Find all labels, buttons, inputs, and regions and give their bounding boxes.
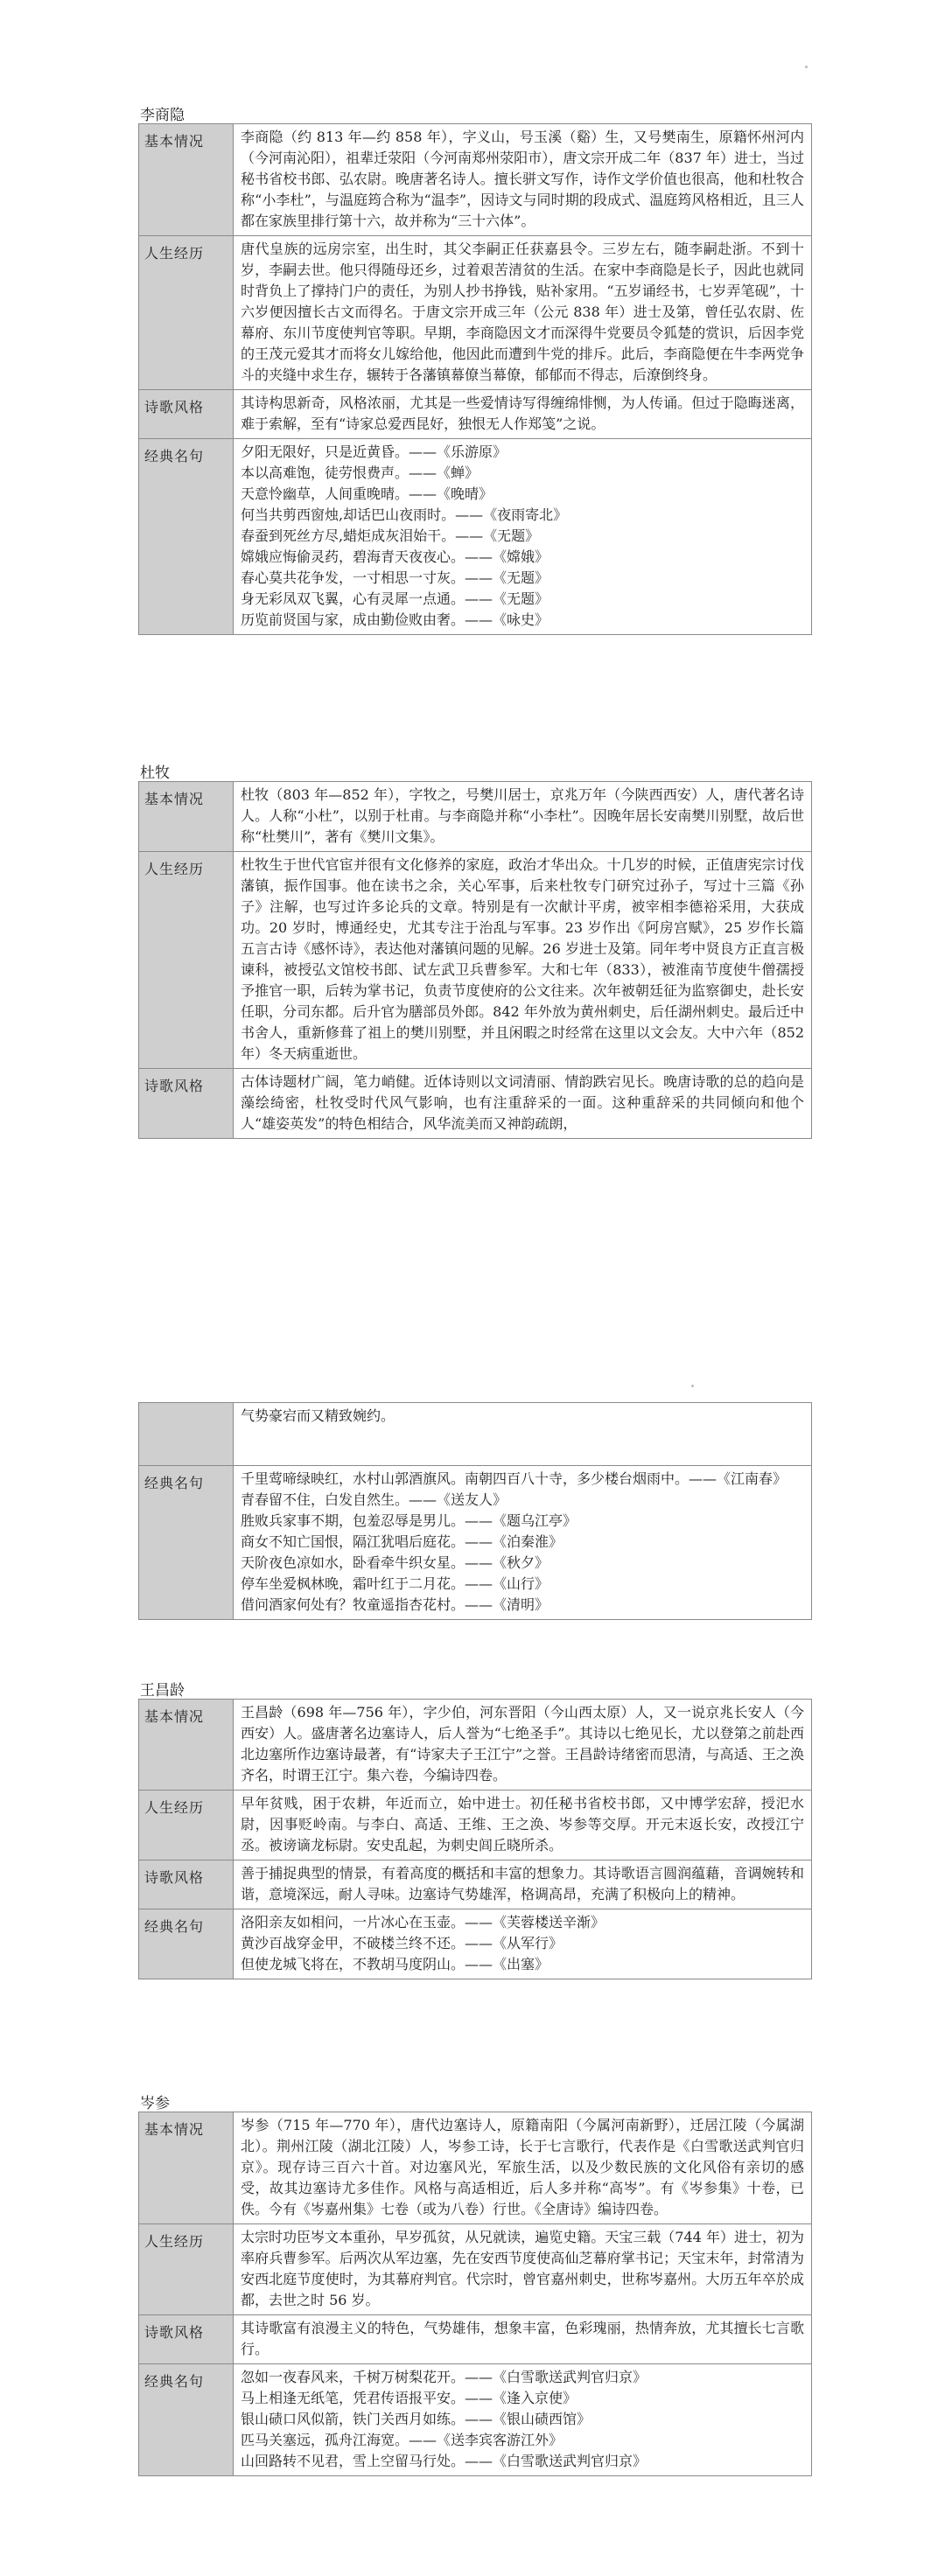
quote-line: 春蚕到死丝方尽,蜡炬成灰泪始干。——《无题》 — [241, 527, 540, 544]
quote-line: 马上相逢无纸笔，凭君传语报平安。——《逢入京使》 — [241, 2390, 578, 2406]
quote-line: 何当共剪西窗烛,却话巴山夜雨时。——《夜雨寄北》 — [241, 506, 568, 523]
table-row — [139, 1909, 812, 1979]
quote-line: 天意怜幽草，人间重晚晴。——《晚晴》 — [241, 485, 494, 502]
row-label-basic: 基本情况 — [139, 782, 234, 852]
row-label-life: 人生经历 — [139, 2224, 234, 2315]
quotes-cell — [234, 1466, 812, 1620]
quote-line: 匹马关塞远，孤舟江海宽。——《送李宾客游江外》 — [241, 2432, 564, 2448]
poetry-style-text: 古体诗题材广阔，笔力峭健。近体诗则以文词清丽、情韵跌宕见长。晚唐诗歌的总的趋向是藻绘绮密，杜牧受时代风气影响，也有注重辞采的一面。这种重辞采的共同倾向和他个人“雄姿英发”的特色相结合，风华流美而又神韵疏朗， — [234, 1069, 812, 1139]
quote-line: 天阶夜色凉如水，卧看牵牛织女星。——《秋夕》 — [241, 1554, 550, 1571]
row-label-basic: 基本情况 — [139, 2112, 234, 2224]
info-table-censhen — [138, 2112, 812, 2476]
basic-info-text: 岑参（715 年—770 年），唐代边塞诗人，原籍南阳（今属河南新野），迁居江陵（今属湖北）。荆州江陵（湖北江陵）人，岑参工诗，长于七言歌行，代表作是《白雪歌送武判官归京》。现存诗三百六十首。对边塞风光，军旅生活，以及少数民族的文化风俗有亲切的感受，故其边塞诗尤多佳作。风格与高适相近，后人多并称“高岑”。有《岑参集》十卷，已佚。今有《岑嘉州集》七卷（或为八卷）行世。《全唐诗》编诗四卷。 — [234, 2112, 812, 2224]
poetry-style-text-continued: 气势豪宕而又精致婉约。 — [234, 1403, 812, 1466]
row-label-quotes: 经典名句 — [139, 1466, 234, 1620]
table-row — [139, 1403, 812, 1466]
table-row — [139, 2315, 812, 2364]
quote-line: 春心莫共花争发，一寸相思一寸灰。——《无题》 — [241, 569, 550, 586]
table-row — [139, 2224, 812, 2315]
quotes-cell — [234, 2364, 812, 2476]
info-table-wangchangling — [138, 1699, 812, 1979]
row-label-quotes: 经典名句 — [139, 439, 234, 635]
quote-line: 身无彩凤双飞翼，心有灵犀一点通。——《无题》 — [241, 590, 550, 607]
quote-line: 青春留不住，白发自然生。——《送友人》 — [241, 1491, 508, 1508]
quote-line: 洛阳亲友如相问，一片冰心在玉壶。——《芙蓉楼送辛渐》 — [241, 1914, 606, 1930]
quote-line: 本以高难饱，徒劳恨费声。——《蝉》 — [241, 464, 480, 481]
poetry-style-text: 其诗构思新奇，风格浓丽，尤其是一些爱情诗写得缠绵悱恻，为人传诵。但过于隐晦迷离，难于索解，至有“诗家总爱西昆好，独恨无人作郑笺”之说。 — [234, 390, 812, 439]
section-title-lishangyin: 李商隐 — [140, 107, 185, 124]
life-experience-text: 早年贫贱，困于农耕，年近而立，始中进士。初任秘书省校书郎，又中博学宏辞，授汜水尉，因事贬岭南。与李白、高适、王维、王之涣、岑参等交厚。开元末返长安，改授江宁丞。被谤谪龙标尉。安史乱起，为刺史闾丘晓所杀。 — [234, 1791, 812, 1860]
page-mark — [691, 1385, 694, 1387]
info-table-dumu-continued — [138, 1402, 812, 1620]
document-page-2 — [0, 1260, 945, 2576]
row-label-style: 诗歌风格 — [139, 1069, 234, 1139]
section-title-dumu: 杜牧 — [140, 764, 170, 782]
quote-line: 银山碛口风似箭，铁门关西月如练。——《银山碛西馆》 — [241, 2411, 592, 2427]
quote-line: 胜败兵家事不期，包羞忍辱是男儿。——《题乌江亭》 — [241, 1512, 578, 1529]
row-label-style: 诗歌风格 — [139, 2315, 234, 2364]
quote-line: 千里莺啼绿映红，水村山郭酒旗风。南朝四百八十寺，多少楼台烟雨中。——《江南春》 — [241, 1470, 788, 1487]
poetry-style-text: 其诗歌富有浪漫主义的特色，气势雄伟，想象丰富，色彩瑰丽，热情奔放，尤其擅长七言歌行。 — [234, 2315, 812, 2364]
quote-line: 商女不知亡国恨，隔江犹唱后庭花。——《泊秦淮》 — [241, 1533, 564, 1550]
row-label-basic: 基本情况 — [139, 124, 234, 236]
quote-line: 借问酒家何处有？牧童遥指杏花村。——《清明》 — [241, 1596, 550, 1613]
row-label-basic: 基本情况 — [139, 1700, 234, 1791]
life-experience-text: 杜牧生于世代官宦并很有文化修养的家庭，政治才华出众。十几岁的时候，正值唐宪宗讨伐藩镇，振作国事。他在读书之余，关心军事，后来杜牧专门研究过孙子，写过十三篇《孙子》注解，也写过许多论兵的文章。特别是有一次献计平虏，被宰相李德裕采用，大获成功。20 岁时，博通经史，尤其专注于治乱与军事。23 岁作出《阿房宫赋》，25 岁作长篇五言古诗《感怀诗》，表达他对藩镇问题的见解。26 岁进士及第。同年考中贤良方正直言极谏科，被授弘文馆校书郎、试左武卫兵曹参军。大和七年（833），被淮南节度使牛僧孺授予推官一职，后转为掌书记，负责节度使府的公文往来。次年被朝廷征为监察御史，赴长安任职，分司东都。后升官为膳部员外郎。842 年外放为黄州刺史，后任湖州刺史。最后迁中书舍人，重新修葺了祖上的樊川别墅，并且闲暇之时经常在这里以文会友。大中六年（852 年）冬天病重逝世。 — [234, 852, 812, 1069]
section-title-wangchangling: 王昌龄 — [140, 1682, 185, 1700]
quote-line: 山回路转不见君，雪上空留马行处。——《白雪歌送武判官归京》 — [241, 2453, 648, 2469]
table-row — [139, 782, 812, 852]
info-table-lishangyin — [138, 123, 812, 635]
row-label-life: 人生经历 — [139, 1791, 234, 1860]
quote-line: 黄沙百战穿金甲，不破楼兰终不还。——《从军行》 — [241, 1935, 564, 1951]
quote-line: 停车坐爱枫林晚，霜叶红于二月花。——《山行》 — [241, 1575, 550, 1592]
info-table-dumu — [138, 781, 812, 1139]
row-label-life: 人生经历 — [139, 852, 234, 1069]
table-row — [139, 852, 812, 1069]
table-row — [139, 390, 812, 439]
quote-line: 嫦娥应悔偷灵药，碧海青天夜夜心。——《嫦娥》 — [241, 548, 550, 565]
row-label-empty — [139, 1403, 234, 1466]
life-experience-text: 太宗时功臣岑文本重孙，早岁孤贫，从兄就读，遍览史籍。天宝三载（744 年）进士，初为率府兵曹参军。后两次从军边塞，先在安西节度使高仙芝幕府掌书记；天宝末年，封常清为安西北庭节度使时，为其幕府判官。代宗时，曾官嘉州刺史，世称岑嘉州。大历五年卒於成都，去世之时 56 岁。 — [234, 2224, 812, 2315]
table-row — [139, 124, 812, 236]
page-mark — [805, 66, 808, 68]
table-row — [139, 1860, 812, 1909]
table-row — [139, 2364, 812, 2476]
table-row — [139, 236, 812, 390]
quote-line: 但使龙城飞将在，不教胡马度阴山。——《出塞》 — [241, 1956, 550, 1972]
quotes-cell — [234, 1909, 812, 1979]
row-label-quotes: 经典名句 — [139, 1909, 234, 1979]
table-row — [139, 1466, 812, 1620]
row-label-life: 人生经历 — [139, 236, 234, 390]
quote-line: 历览前贤国与家，成由勤俭败由奢。——《咏史》 — [241, 611, 550, 628]
table-row — [139, 1791, 812, 1860]
row-label-quotes: 经典名句 — [139, 2364, 234, 2476]
row-label-style: 诗歌风格 — [139, 390, 234, 439]
table-row — [139, 1700, 812, 1791]
basic-info-text: 王昌龄（698 年—756 年），字少伯，河东晋阳（今山西太原）人，又一说京兆长安人（今西安）人。盛唐著名边塞诗人，后人誉为“七绝圣手”。其诗以七绝见长，尤以登第之前赴西北边塞所作边塞诗最著，有“诗家夫子王江宁”之誉。王昌龄诗绪密而思清，与高适、王之涣齐名，时谓王江宁。集六卷，今编诗四卷。 — [234, 1700, 812, 1791]
basic-info-text: 杜牧（803 年—852 年），字牧之，号樊川居士，京兆万年（今陕西西安）人，唐代著名诗人。人称“小杜”，以别于杜甫。与李商隐并称“小李杜”。因晚年居长安南樊川别墅，故后世称“杜樊川”，著有《樊川文集》。 — [234, 782, 812, 852]
section-title-censhen: 岑参 — [140, 2095, 170, 2112]
poetry-style-text: 善于捕捉典型的情景，有着高度的概括和丰富的想象力。其诗歌语言圆润蕴藉，音调婉转和谐，意境深远，耐人寻味。边塞诗气势雄浑，格调高昂，充满了积极向上的精神。 — [234, 1860, 812, 1909]
table-row — [139, 2112, 812, 2224]
document-page-1 — [0, 0, 945, 1260]
quotes-cell — [234, 439, 812, 635]
quote-line: 忽如一夜春风来，千树万树梨花开。——《白雪歌送武判官归京》 — [241, 2369, 648, 2385]
table-row — [139, 1069, 812, 1139]
quote-line: 夕阳无限好，只是近黄昏。——《乐游原》 — [241, 443, 508, 460]
row-label-style: 诗歌风格 — [139, 1860, 234, 1909]
table-row — [139, 439, 812, 635]
basic-info-text: 李商隐（约 813 年—约 858 年），字义山，号玉溪（谿）生，又号樊南生，原籍怀州河内（今河南沁阳），祖辈迁荥阳（今河南郑州荥阳市），唐文宗开成二年（837 年）进士，当过秘书省校书郎、弘农尉。晚唐著名诗人。擅长骈文写作，诗作文学价值也很高，他和杜牧合称“小李杜”，与温庭筠合称为“温李”，因诗文与同时期的段成式、温庭筠风格相近，且三人都在家族里排行第十六，故并称为“三十六体”。 — [234, 124, 812, 236]
life-experience-text: 唐代皇族的远房宗室，出生时，其父李嗣正任获嘉县令。三岁左右，随李嗣赴浙。不到十岁，李嗣去世。他只得随母还乡，过着艰苦清贫的生活。在家中李商隐是长子，因此也就同时背负上了撑持门户的责任，为别人抄书挣钱，贴补家用。“五岁诵经书，七岁弄笔砚”，十六岁便因擅长古文而得名。于唐文宗开成三年（公元 838 年）进士及第，曾任弘农尉、佐幕府、东川节度使判官等职。早期，李商隐因文才而深得牛党要员令狐楚的赏识，后因李党的王茂元爱其才而将女儿嫁给他，他因此而遭到牛党的排斥。此后，李商隐便在牛李两党争斗的夹缝中求生存，辗转于各藩镇幕僚当幕僚，郁郁而不得志，后潦倒终身。 — [234, 236, 812, 390]
